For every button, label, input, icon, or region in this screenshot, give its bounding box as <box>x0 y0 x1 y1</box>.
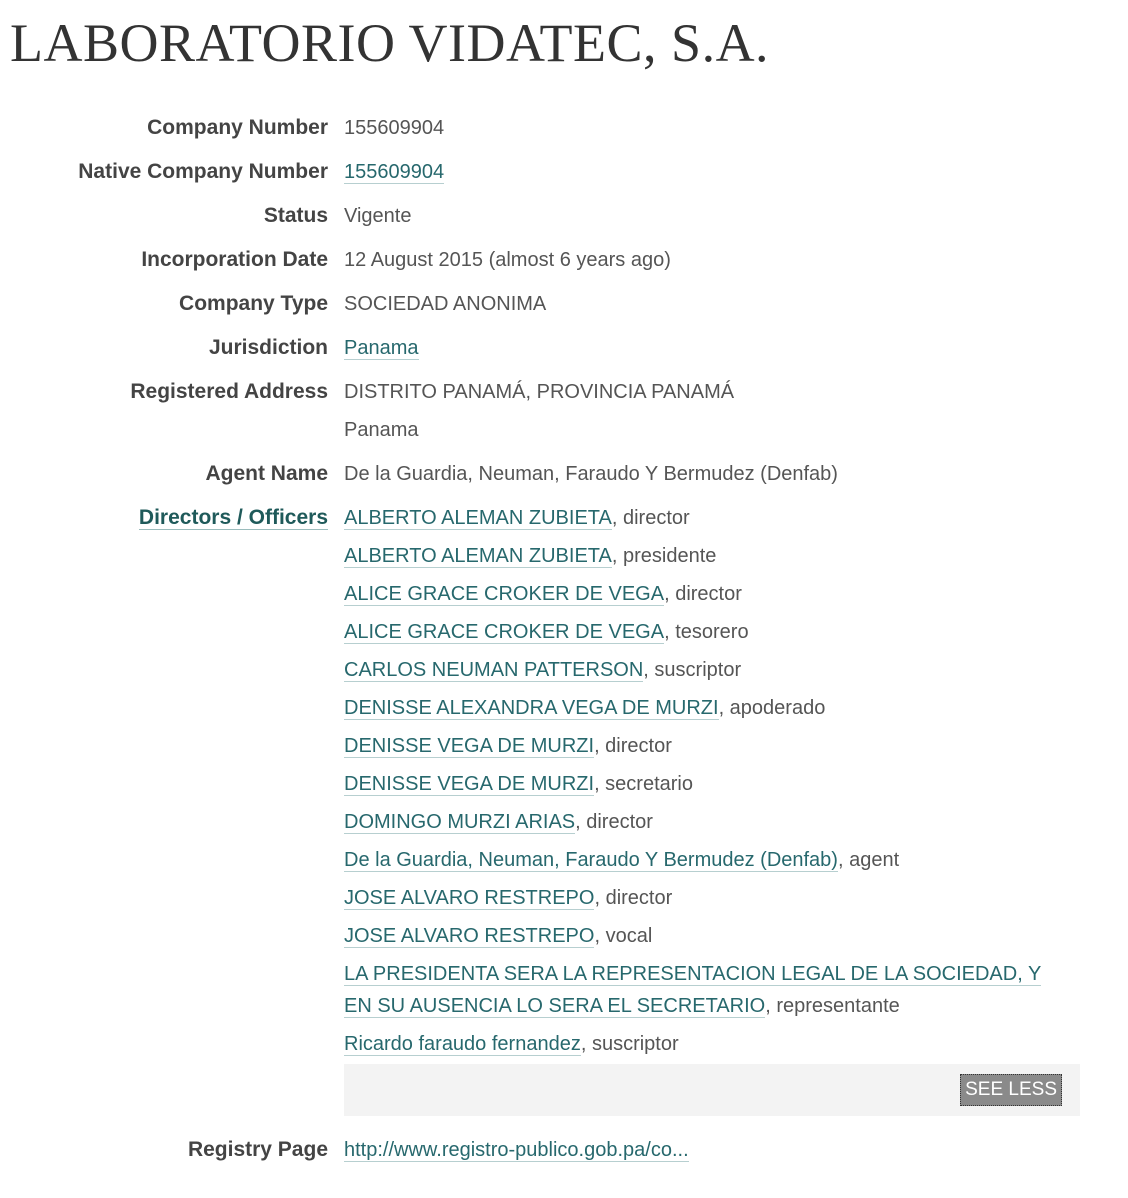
address-line-2: Panama <box>344 419 419 441</box>
officers-row <box>0 496 1128 1116</box>
list-item <box>344 882 1064 914</box>
officer-link[interactable]: DOMINGO MURZI ARIAS <box>344 811 576 833</box>
native-company-number-label: Native Company Number <box>78 160 328 183</box>
native-company-number-row <box>0 150 1128 194</box>
page-title: LABORATORIO VIDATEC, S.A. <box>10 13 770 73</box>
officer-role: , secretario <box>594 773 693 795</box>
company-number-value: 155609904 <box>344 117 445 139</box>
jurisdiction-link[interactable]: Panama <box>344 337 419 359</box>
company-type-row <box>0 282 1128 326</box>
list-item <box>344 616 1064 648</box>
officer-link[interactable]: DENISSE VEGA DE MURZI <box>344 735 595 757</box>
officer-role: , agent <box>837 849 900 871</box>
officer-role: , representante <box>765 995 900 1017</box>
registered-address-label: Registered Address <box>130 380 328 403</box>
officer-link[interactable]: Ricardo faraudo fernandez <box>344 1033 581 1055</box>
company-type-label: Company Type <box>179 292 328 315</box>
registry-page-link[interactable]: http://www.registro-publico.gob.pa/co... <box>344 1139 689 1161</box>
list-item <box>344 1028 1064 1060</box>
officer-role: , apoderado <box>718 697 826 719</box>
officer-link[interactable]: LA PRESIDENTA SERA LA REPRESENTACION LEGAL DE LA SOCIEDAD, Y EN SU AUSENCIA LO SERA EL SECRETARIO <box>344 963 1042 1017</box>
company-number-row <box>0 106 1128 150</box>
jurisdiction-label: Jurisdiction <box>208 336 328 359</box>
officers-list <box>344 502 1128 1060</box>
registered-address-row <box>0 370 1128 452</box>
officer-link[interactable]: JOSE ALVARO RESTREPO <box>344 887 595 909</box>
list-item <box>344 844 1064 876</box>
officer-link[interactable]: DENISSE ALEXANDRA VEGA DE MURZI <box>344 697 719 719</box>
officers-value <box>344 496 1128 1116</box>
officer-link[interactable]: JOSE ALVARO RESTREPO <box>344 925 595 947</box>
status-label: Status <box>263 204 328 227</box>
status-row <box>0 194 1128 238</box>
incorporation-date-row <box>0 238 1128 282</box>
list-item <box>344 958 1064 1022</box>
officer-role: , director <box>611 507 690 529</box>
incorporation-date-value: 12 August 2015 (almost 6 years ago) <box>344 249 671 271</box>
address-line-1: DISTRITO PANAMÁ, PROVINCIA PANAMÁ <box>344 381 735 403</box>
list-item <box>344 502 1064 534</box>
officer-link[interactable]: DENISSE VEGA DE MURZI <box>344 773 595 795</box>
officer-link[interactable]: ALBERTO ALEMAN ZUBIETA <box>344 507 612 529</box>
officer-link[interactable]: ALICE GRACE CROKER DE VEGA <box>344 583 665 605</box>
officer-role: , director <box>575 811 653 833</box>
directors-officers-link[interactable]: Directors / Officers <box>138 506 328 529</box>
company-details <box>0 106 1128 1172</box>
list-item <box>344 540 1064 572</box>
officer-link[interactable]: ALICE GRACE CROKER DE VEGA <box>344 621 665 643</box>
agent-name-row <box>0 452 1128 496</box>
status-value: Vigente <box>344 205 412 227</box>
jurisdiction-row <box>0 326 1128 370</box>
officer-role: , tesorero <box>664 621 749 643</box>
registry-page-label: Registry Page <box>187 1138 328 1161</box>
see-less-bar <box>344 1064 1080 1116</box>
officer-role: , director <box>594 735 672 757</box>
officer-link[interactable]: CARLOS NEUMAN PATTERSON <box>344 659 644 681</box>
list-item <box>344 654 1064 686</box>
officer-link[interactable]: ALBERTO ALEMAN ZUBIETA <box>344 545 612 567</box>
incorporation-date-label: Incorporation Date <box>141 248 328 271</box>
officer-role: , director <box>594 887 673 909</box>
registry-page-row <box>0 1128 1128 1172</box>
list-item <box>344 578 1064 610</box>
registered-address-value <box>344 370 1128 452</box>
list-item <box>344 692 1064 724</box>
officer-role: , director <box>664 583 742 605</box>
native-company-number-link[interactable]: 155609904 <box>344 161 445 183</box>
list-item <box>344 806 1064 838</box>
officer-link[interactable]: De la Guardia, Neuman, Faraudo Y Bermudez (Denfab) <box>344 849 838 871</box>
officer-role: , suscriptor <box>643 659 742 681</box>
officer-role: , vocal <box>594 925 653 947</box>
company-number-label: Company Number <box>147 116 328 139</box>
list-item <box>344 768 1064 800</box>
company-type-value: SOCIEDAD ANONIMA <box>344 293 547 315</box>
agent-name-label: Agent Name <box>205 462 328 485</box>
see-less-button[interactable]: SEE LESS <box>960 1074 1062 1106</box>
list-item <box>344 730 1064 762</box>
list-item <box>344 920 1064 952</box>
agent-name-value: De la Guardia, Neuman, Faraudo Y Bermudez (Denfab) <box>344 463 838 485</box>
officer-role: , presidente <box>611 545 717 567</box>
officer-role: , suscriptor <box>580 1033 679 1055</box>
